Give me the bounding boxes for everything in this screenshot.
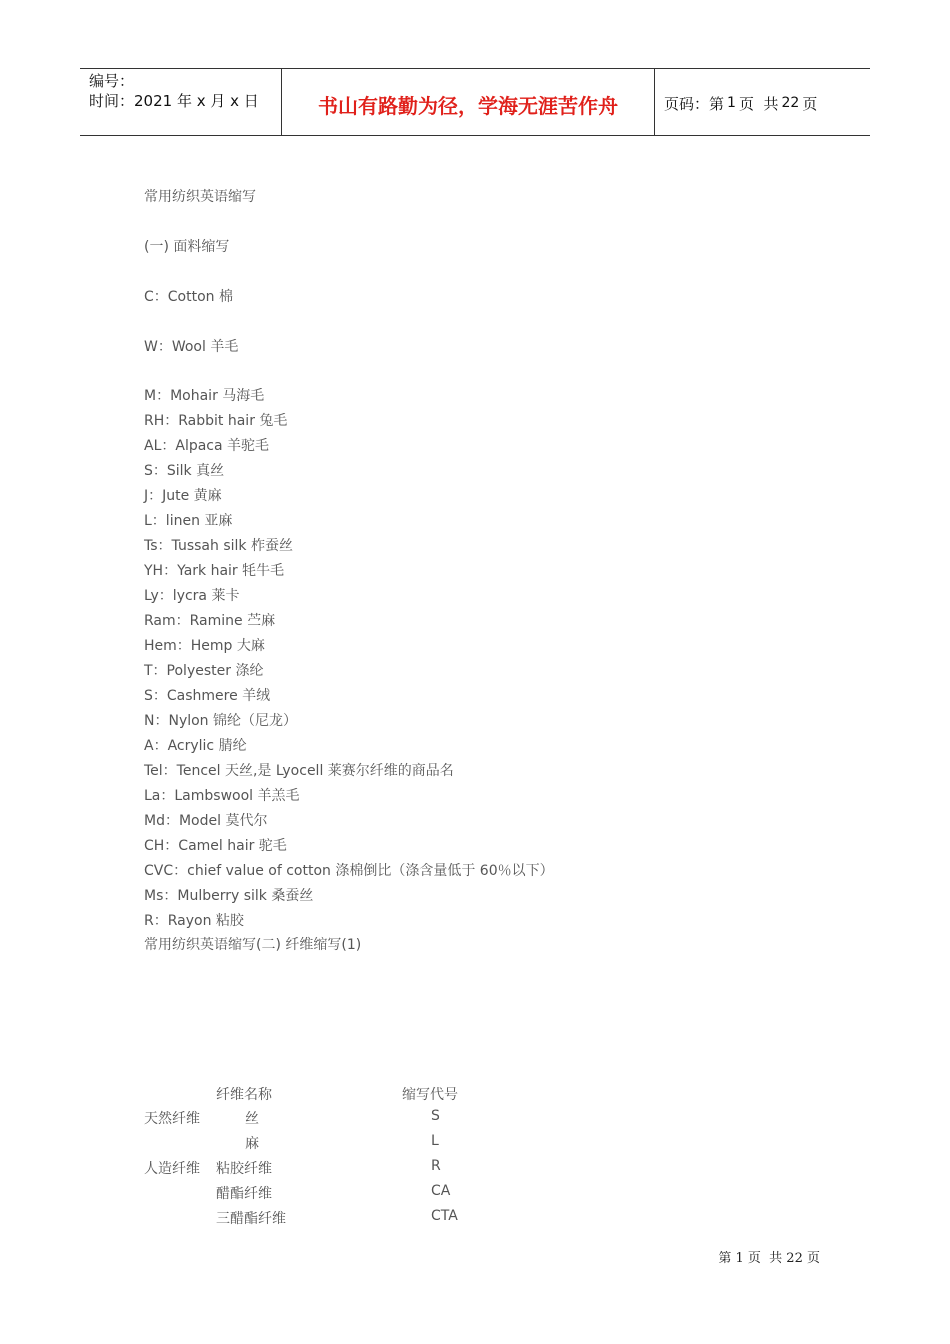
page-header — [80, 68, 870, 136]
abbreviation-item: A：Acrylic 腈纶 — [144, 738, 247, 754]
table-cell-code: R — [431, 1158, 441, 1174]
table-header-code: 缩写代号 — [402, 1087, 458, 1103]
abbreviation-item: R：Rayon 粘胶 — [144, 913, 244, 929]
abbreviation-item: Ly：lycra 莱卡 — [144, 588, 240, 604]
footer-page-mid: 页 共 — [747, 1251, 783, 1266]
footer-page-suffix: 页 — [806, 1251, 820, 1266]
abbreviation-item: M：Mohair 马海毛 — [144, 388, 265, 404]
abbreviation-item: Ram：Ramine 苎麻 — [144, 613, 276, 629]
table-cell-category: 人造纤维 — [144, 1161, 200, 1177]
document-time-label: 时间：2021 年 x 月 x 日 — [89, 92, 259, 110]
table-cell-code: CTA — [431, 1208, 458, 1224]
abbreviation-item: J：Jute 黄麻 — [144, 488, 222, 504]
abbreviation-item: YH：Yark hair 牦牛毛 — [144, 563, 285, 579]
footer-page-current: 1 — [735, 1251, 744, 1266]
abbreviation-item: CH：Camel hair 驼毛 — [144, 838, 287, 854]
table-cell-category: 天然纤维 — [144, 1111, 200, 1127]
abbreviation-item: Ms：Mulberry silk 桑蚕丝 — [144, 888, 314, 904]
footer-page-total: 22 — [786, 1251, 803, 1266]
abbreviation-item: T：Polyester 涤纶 — [144, 663, 264, 679]
document-title: 常用纺织英语缩写 — [144, 189, 256, 205]
table-header-name: 纤维名称 — [216, 1087, 272, 1103]
abbreviation-item: La：Lambswool 羊羔毛 — [144, 788, 300, 804]
table-cell-code: L — [431, 1133, 439, 1149]
header-page-suffix: 页 — [802, 94, 818, 113]
header-page-mid: 页 共 — [738, 94, 779, 113]
abbreviation-item: RH：Rabbit hair 兔毛 — [144, 413, 288, 429]
document-number-label: 编号： — [89, 72, 135, 90]
table-cell-name: 粘胶纤维 — [216, 1161, 272, 1177]
abbreviation-item: N：Nylon 锦纶（尼龙） — [144, 713, 298, 729]
abbreviation-item: CVC：chief value of cotton 涤棉倒比（涤含量低于 60％以下） — [144, 863, 554, 879]
section-heading-fiber: 常用纺织英语缩写(二) 纤维缩写(1) — [144, 937, 362, 953]
section-heading-fabric: (一) 面料缩写 — [144, 239, 230, 255]
page-footer — [0, 1247, 820, 1266]
abbreviation-item: Ts：Tussah silk 柞蚕丝 — [144, 538, 293, 554]
abbreviation-item: C：Cotton 棉 — [144, 289, 233, 305]
table-cell-code: CA — [431, 1183, 451, 1199]
table-cell-code: S — [431, 1108, 440, 1124]
footer-page-prefix: 第 — [718, 1251, 732, 1266]
table-cell-name: 丝 — [245, 1111, 259, 1127]
header-page-current: 1 — [727, 95, 736, 111]
header-motto: 书山有路勤为径，学海无涯苦作舟 — [282, 69, 655, 135]
abbreviation-item: S：Cashmere 羊绒 — [144, 688, 271, 704]
abbreviation-item: Tel：Tencel 天丝,是 Lyocell 莱赛尔纤维的商品名 — [144, 763, 454, 779]
table-cell-name: 三醋酯纤维 — [216, 1211, 286, 1227]
table-cell-name: 麻 — [245, 1136, 259, 1152]
header-page-info — [655, 69, 870, 135]
abbreviation-item: L：linen 亚麻 — [144, 513, 233, 529]
abbreviation-item: Md：Model 莫代尔 — [144, 813, 268, 829]
abbreviation-item: AL：Alpaca 羊驼毛 — [144, 438, 270, 454]
header-page-prefix: 页码：第 — [664, 94, 725, 113]
abbreviation-item: S：Silk 真丝 — [144, 463, 225, 479]
abbreviation-item: Hem：Hemp 大麻 — [144, 638, 265, 654]
header-page-total: 22 — [781, 95, 800, 111]
header-meta — [80, 69, 282, 135]
abbreviation-item: W：Wool 羊毛 — [144, 339, 239, 355]
table-cell-name: 醋酯纤维 — [216, 1186, 272, 1202]
